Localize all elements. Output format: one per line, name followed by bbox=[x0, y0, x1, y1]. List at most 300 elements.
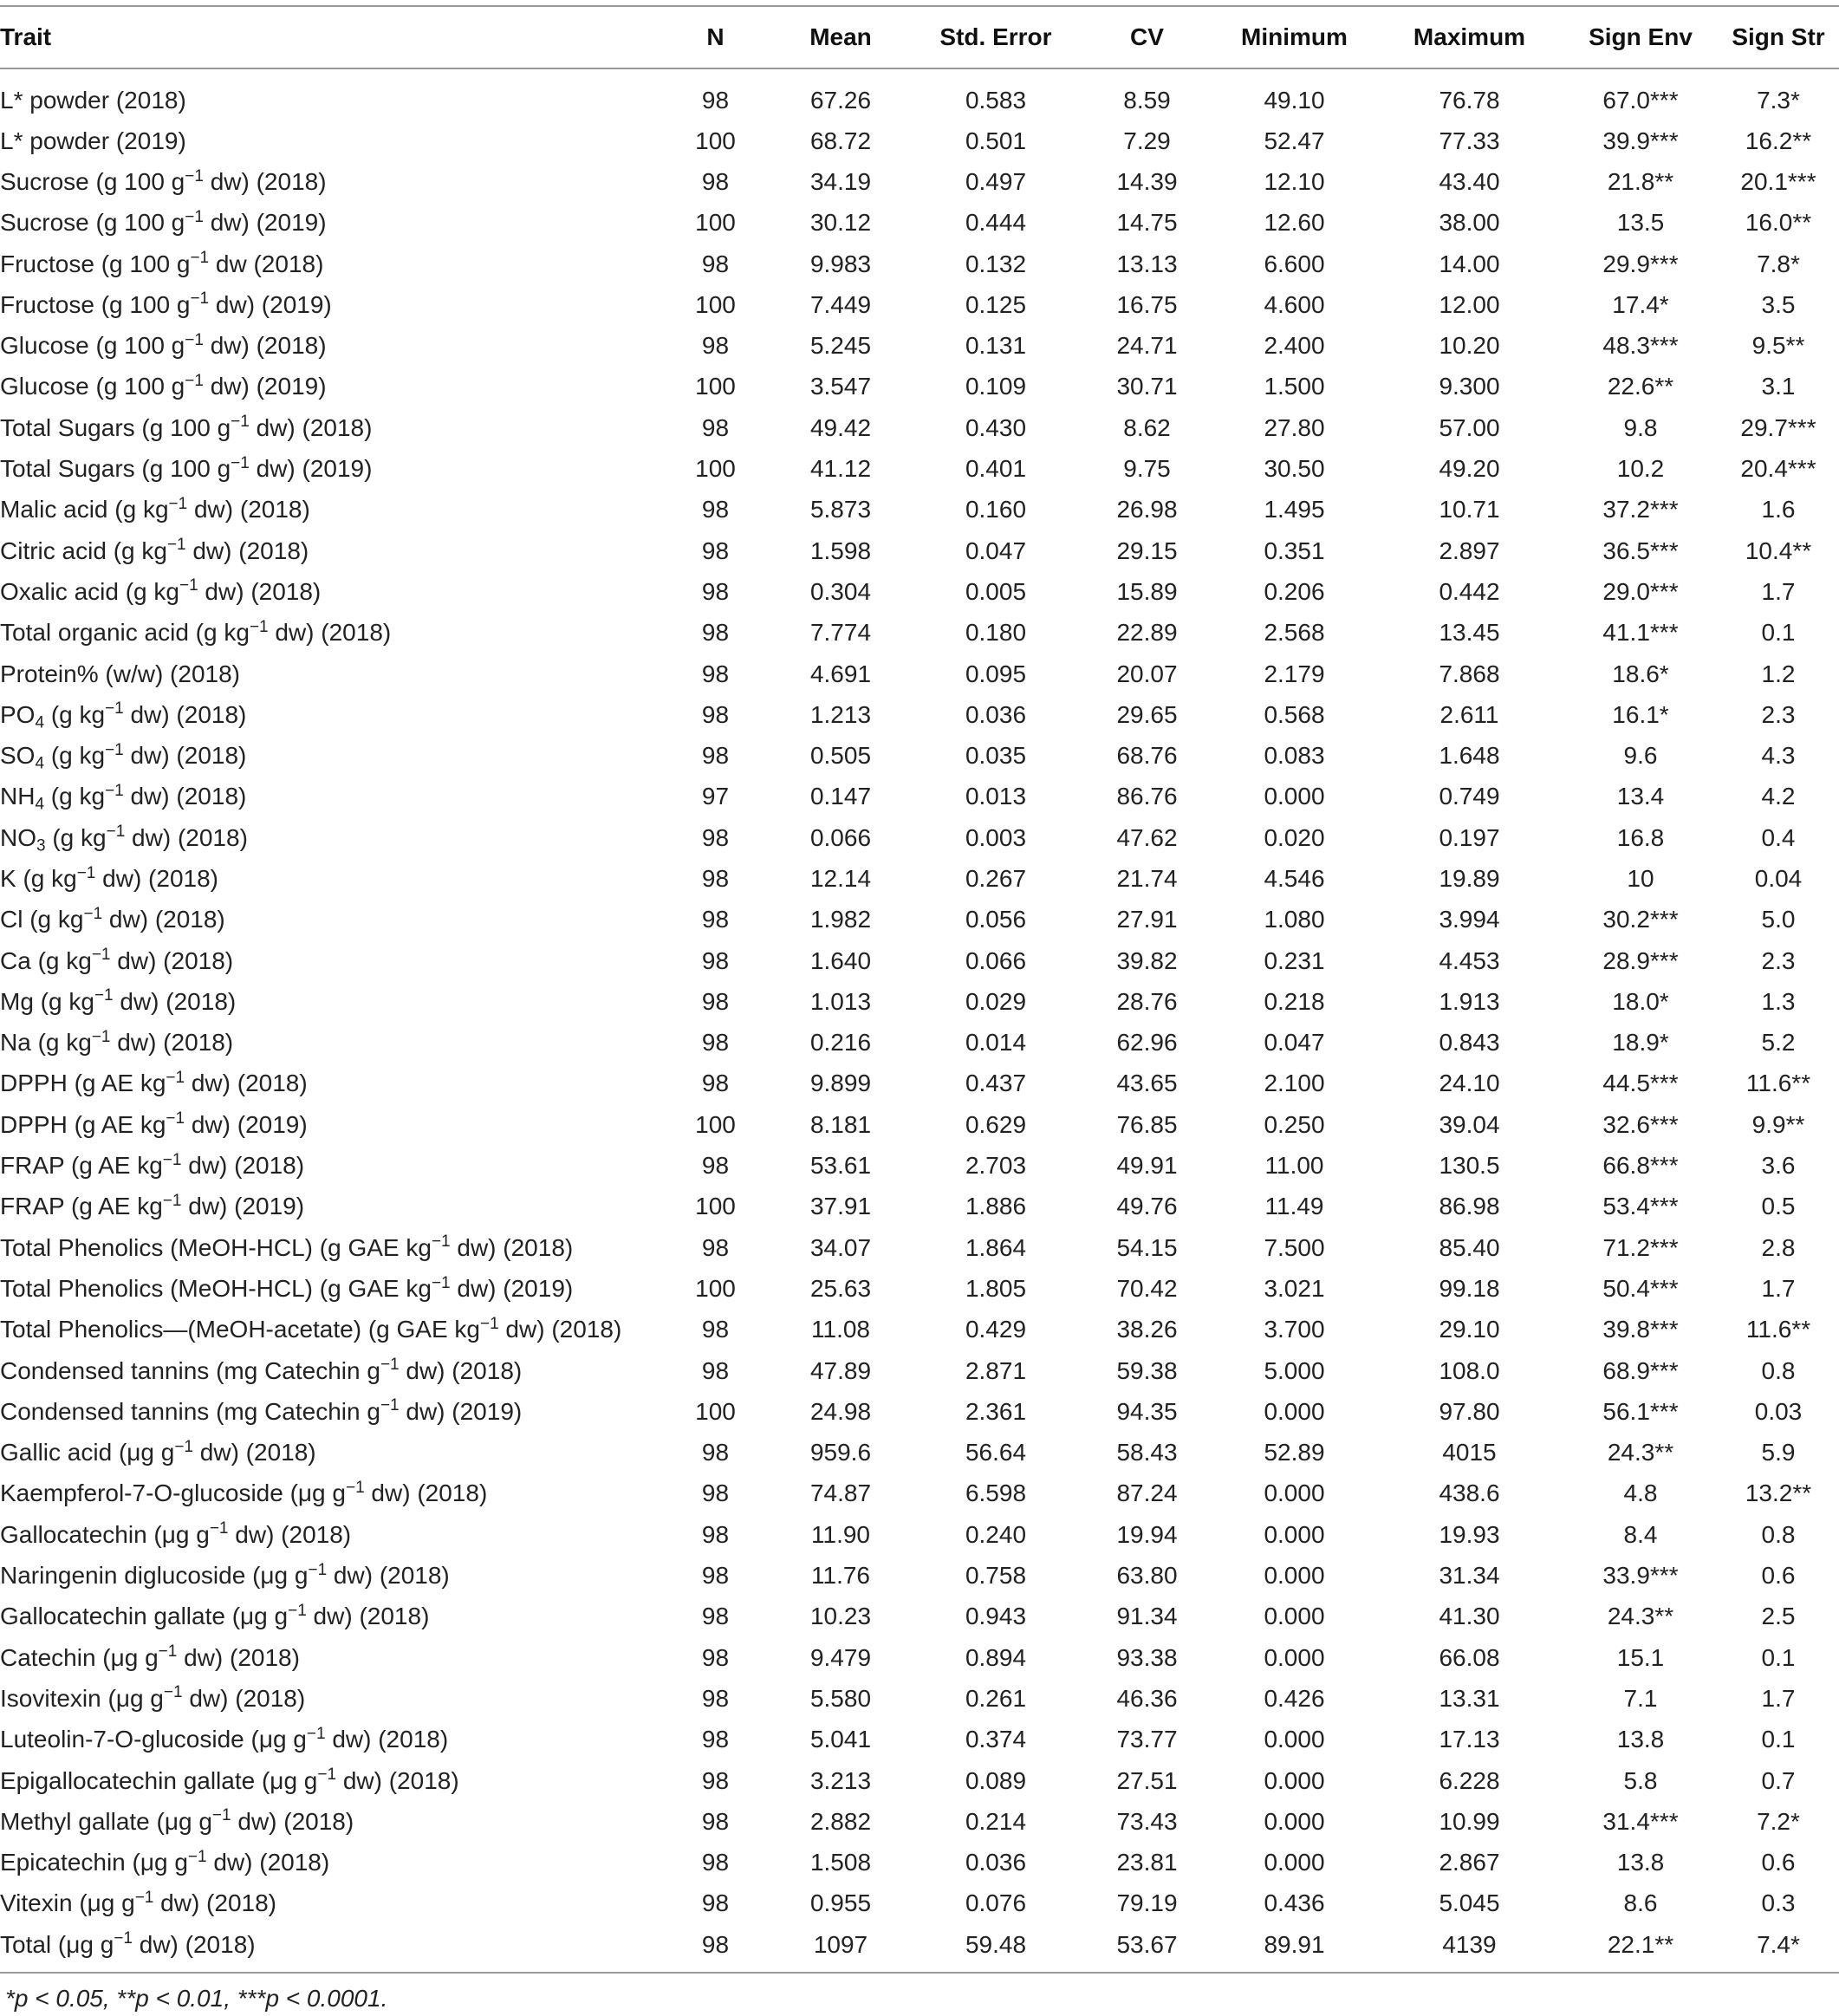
cell-n: 100 bbox=[695, 127, 736, 154]
cell-sign-env: 21.8** bbox=[1607, 167, 1674, 195]
cell-maximum: 19.89 bbox=[1439, 864, 1500, 892]
cell-cv: 22.89 bbox=[1116, 619, 1178, 647]
cell-cv: 46.36 bbox=[1116, 1684, 1178, 1712]
cell-trait: L* powder (2018) bbox=[0, 86, 186, 114]
cell-trait: Condensed tannins (mg Catechin $g^{-1}$ dw) (2018) bbox=[0, 1356, 523, 1384]
cell-maximum: 57.00 bbox=[1439, 413, 1500, 441]
superscript: −1 bbox=[83, 904, 103, 923]
table-row bbox=[0, 203, 1839, 244]
cell-n: 98 bbox=[701, 537, 730, 564]
cell-cv: 59.38 bbox=[1116, 1356, 1178, 1384]
cell-n: 100 bbox=[695, 455, 736, 483]
cell-cv: 49.91 bbox=[1116, 1152, 1178, 1180]
cell-sign-env: 8.6 bbox=[1623, 1889, 1658, 1917]
cell-maximum: 0.749 bbox=[1439, 783, 1500, 810]
cell-minimum: 52.47 bbox=[1264, 127, 1325, 154]
cell-sign-str: 16.2** bbox=[1745, 127, 1812, 154]
cell-maximum: 2.867 bbox=[1439, 1849, 1500, 1876]
cell-mean: 1.213 bbox=[809, 700, 872, 728]
cell-mean: 1.982 bbox=[809, 906, 872, 933]
superscript: −1 bbox=[91, 946, 111, 965]
cell-cv: 39.82 bbox=[1116, 946, 1178, 974]
table-row bbox=[0, 940, 1839, 981]
cell-sign-env: 22.1** bbox=[1563, 1924, 1718, 1973]
cell-sign-str: 29.7*** bbox=[1740, 413, 1816, 441]
cell-trait: K (g $kg^{-1}$ dw) (2018) bbox=[0, 863, 218, 892]
cell-minimum: 0.020 bbox=[1264, 823, 1325, 851]
cell-maximum: 99.18 bbox=[1439, 1274, 1500, 1302]
cell-mean: 37.91 bbox=[809, 1193, 872, 1220]
cell-cv: 29.15 bbox=[1116, 537, 1178, 564]
cell-mean: 9.479 bbox=[809, 1643, 872, 1671]
cell-mean: 34.07 bbox=[809, 1233, 872, 1261]
cell-trait: $NH_4$ (g $kg^{-1}$ dw) (2018) bbox=[0, 781, 247, 815]
cell-minimum: 0.231 bbox=[1264, 946, 1325, 974]
cell-sign-str: 16.0** bbox=[1745, 209, 1812, 237]
cell-sign-env: 13.8 bbox=[1616, 1726, 1665, 1753]
cell-sign-str: 2.3 bbox=[1761, 700, 1796, 728]
cell-n: 98 bbox=[701, 496, 730, 524]
cell-n: 98 bbox=[701, 946, 730, 974]
cell-std-error: 0.497 bbox=[965, 167, 1027, 195]
cell-std-error: 0.132 bbox=[965, 250, 1027, 277]
cell-minimum: 0.000 bbox=[1264, 1849, 1325, 1876]
cell-sign-env: 8.4 bbox=[1623, 1520, 1658, 1548]
cell-sign-env: 53.4*** bbox=[1602, 1193, 1679, 1220]
cell-cv: 8.59 bbox=[1123, 86, 1171, 114]
table-row bbox=[0, 858, 1839, 899]
table-row bbox=[0, 161, 1839, 202]
table-row bbox=[0, 1310, 1839, 1350]
superscript: −1 bbox=[76, 863, 96, 882]
cell-minimum: 2.400 bbox=[1264, 332, 1325, 360]
column-header-minimum: Minimum bbox=[1213, 6, 1375, 68]
table-row bbox=[0, 1145, 1839, 1186]
cell-trait: Sucrose (g 100 $g^{-1}$ dw) (2018) bbox=[0, 166, 327, 195]
cell-cv: 38.26 bbox=[1116, 1316, 1178, 1343]
cell-mean: 7.449 bbox=[809, 290, 872, 318]
cell-std-error: 0.430 bbox=[965, 413, 1027, 441]
cell-mean: 2.882 bbox=[809, 1807, 872, 1835]
cell-trait: Fructose (g 100 $g^{-1}$ dw (2018) bbox=[0, 249, 324, 277]
cell-sign-env: 13.8 bbox=[1616, 1849, 1665, 1876]
cell-trait: Sucrose (g 100 $g^{-1}$ dw) (2019) bbox=[0, 207, 327, 237]
cell-maximum: 14.00 bbox=[1439, 250, 1500, 277]
cell-mean: 30.12 bbox=[809, 209, 872, 237]
cell-cv: 86.76 bbox=[1116, 783, 1178, 810]
cell-mean: 11.76 bbox=[811, 1562, 870, 1590]
cell-cv: 70.42 bbox=[1116, 1274, 1178, 1302]
cell-trait: Epicatechin (μg $g^{-1}$ dw) (2018) bbox=[0, 1847, 330, 1876]
cell-maximum: 97.80 bbox=[1439, 1397, 1500, 1425]
cell-cv: 58.43 bbox=[1116, 1439, 1178, 1466]
cell-minimum: 12.60 bbox=[1264, 209, 1325, 237]
cell-sign-str: 0.04 bbox=[1754, 864, 1803, 892]
cell-n: 100 bbox=[695, 209, 736, 237]
cell-std-error: 1.886 bbox=[965, 1193, 1027, 1220]
table-row bbox=[0, 1023, 1839, 1063]
column-header-std-error: Std. Error bbox=[911, 6, 1081, 68]
cell-minimum: 4.546 bbox=[1264, 864, 1325, 892]
cell-maximum: 85.40 bbox=[1439, 1233, 1500, 1261]
cell-n: 98 bbox=[701, 1643, 730, 1671]
cell-sign-str: 5.9 bbox=[1761, 1439, 1796, 1466]
cell-sign-str: 20.1*** bbox=[1740, 167, 1816, 195]
cell-trait: Glucose (g 100 $g^{-1}$ dw) (2018) bbox=[0, 330, 327, 360]
cell-mean: 5.873 bbox=[809, 496, 872, 524]
cell-trait: FRAP (g AE $kg^{-1}$ dw) (2018) bbox=[0, 1150, 305, 1180]
superscript: −1 bbox=[187, 1847, 207, 1866]
cell-n: 100 bbox=[695, 290, 736, 318]
cell-n: 98 bbox=[701, 1439, 730, 1466]
cell-trait: Fructose (g 100 $g^{-1}$ dw) (2019) bbox=[0, 289, 332, 318]
cell-minimum: 11.00 bbox=[1264, 1152, 1324, 1180]
cell-std-error: 0.003 bbox=[965, 823, 1027, 851]
cell-sign-str: 0.7 bbox=[1761, 1766, 1796, 1794]
cell-maximum: 4139 bbox=[1375, 1924, 1563, 1973]
cell-maximum: 43.40 bbox=[1439, 167, 1500, 195]
cell-mean: 1.013 bbox=[809, 987, 872, 1015]
table-row bbox=[0, 1227, 1839, 1268]
cell-minimum: 30.50 bbox=[1264, 455, 1325, 483]
cell-maximum: 1.913 bbox=[1439, 987, 1500, 1015]
table-footnote: *p < 0.05, **p < 0.01, ***p < 0.0001. bbox=[5, 1985, 388, 2012]
cell-std-error: 0.501 bbox=[965, 127, 1027, 154]
cell-minimum: 0.000 bbox=[1264, 783, 1325, 810]
table-row bbox=[0, 68, 1839, 120]
cell-minimum: 1.080 bbox=[1264, 906, 1325, 933]
cell-minimum: 6.600 bbox=[1264, 250, 1325, 277]
cell-n: 98 bbox=[701, 1889, 730, 1917]
cell-maximum: 1.648 bbox=[1439, 742, 1500, 770]
cell-cv: 13.13 bbox=[1116, 250, 1178, 277]
cell-maximum: 10.99 bbox=[1439, 1807, 1500, 1835]
cell-n: 100 bbox=[695, 1193, 736, 1220]
cell-minimum: 49.10 bbox=[1264, 86, 1325, 114]
cell-trait: Total Sugars (g 100 $g^{-1}$ dw) (2019) bbox=[0, 453, 373, 483]
table-row bbox=[0, 1063, 1839, 1104]
cell-cv: 30.71 bbox=[1116, 373, 1178, 400]
cell-std-error: 0.109 bbox=[965, 373, 1027, 400]
cell-trait: Malic acid (g $kg^{-1}$ dw) (2018) bbox=[0, 494, 310, 524]
cell-std-error: 0.056 bbox=[965, 906, 1027, 933]
cell-minimum: 5.000 bbox=[1264, 1356, 1325, 1384]
cell-std-error: 0.095 bbox=[965, 660, 1027, 687]
subscript: 4 bbox=[35, 713, 45, 732]
cell-maximum: 29.10 bbox=[1439, 1316, 1500, 1343]
cell-cv: 8.62 bbox=[1123, 413, 1171, 441]
column-header-mean: Mean bbox=[770, 6, 911, 68]
cell-mean: 5.245 bbox=[809, 332, 872, 360]
cell-n: 100 bbox=[695, 1397, 736, 1425]
superscript: −1 bbox=[162, 1150, 182, 1169]
cell-minimum: 0.000 bbox=[1264, 1520, 1325, 1548]
cell-std-error: 0.267 bbox=[965, 864, 1027, 892]
cell-sign-env: 36.5*** bbox=[1602, 537, 1679, 564]
column-header-maximum: Maximum bbox=[1375, 6, 1563, 68]
cell-cv: 28.76 bbox=[1116, 987, 1178, 1015]
subscript: 4 bbox=[35, 796, 45, 815]
cell-mean: 1097 bbox=[770, 1924, 911, 1973]
cell-n: 98 bbox=[701, 864, 730, 892]
cell-trait: L* powder (2019) bbox=[0, 127, 186, 154]
cell-cv: 19.94 bbox=[1116, 1520, 1178, 1548]
superscript: −1 bbox=[479, 1314, 499, 1333]
cell-sign-env: 18.9* bbox=[1612, 1029, 1669, 1057]
superscript: −1 bbox=[134, 1888, 154, 1907]
cell-trait: Total Phenolics—(MeOH-acetate) (g GAE $kg^{-1}$ dw) (2018) bbox=[0, 1314, 622, 1343]
cell-mean: 8.181 bbox=[809, 1110, 872, 1138]
cell-n: 98 bbox=[701, 987, 730, 1015]
cell-maximum: 9.300 bbox=[1439, 373, 1500, 400]
cell-std-error: 0.029 bbox=[965, 987, 1027, 1015]
cell-minimum: 1.495 bbox=[1264, 496, 1325, 524]
cell-sign-env: 39.9*** bbox=[1602, 127, 1679, 154]
cell-mean: 4.691 bbox=[809, 660, 872, 687]
cell-maximum: 38.00 bbox=[1439, 209, 1500, 237]
cell-maximum: 438.6 bbox=[1439, 1479, 1500, 1507]
cell-std-error: 0.131 bbox=[965, 332, 1027, 360]
cell-sign-str: 1.7 bbox=[1761, 1684, 1796, 1712]
table-row bbox=[0, 530, 1839, 571]
cell-std-error: 0.261 bbox=[965, 1684, 1027, 1712]
column-header-sign-env: Sign Env bbox=[1563, 6, 1718, 68]
cell-cv: 29.65 bbox=[1116, 700, 1178, 728]
table-row bbox=[0, 1720, 1839, 1760]
cell-cv: 91.34 bbox=[1116, 1603, 1178, 1630]
cell-n: 98 bbox=[701, 1726, 730, 1753]
cell-sign-env: 48.3*** bbox=[1602, 332, 1679, 360]
superscript: −1 bbox=[162, 1191, 182, 1210]
cell-sign-env: 31.4*** bbox=[1602, 1807, 1679, 1835]
cell-n: 98 bbox=[701, 1849, 730, 1876]
cell-n: 100 bbox=[695, 1110, 736, 1138]
superscript: −1 bbox=[317, 1766, 337, 1785]
cell-maximum: 10.20 bbox=[1439, 332, 1500, 360]
cell-std-error: 0.076 bbox=[965, 1889, 1027, 1917]
table-row bbox=[0, 1801, 1839, 1842]
cell-minimum: 0.250 bbox=[1264, 1110, 1325, 1138]
table-row bbox=[0, 981, 1839, 1022]
table-row bbox=[0, 490, 1839, 530]
superscript: −1 bbox=[249, 617, 269, 636]
cell-sign-env: 24.3** bbox=[1607, 1603, 1674, 1630]
cell-sign-env: 5.8 bbox=[1623, 1766, 1658, 1794]
cell-std-error: 0.066 bbox=[965, 946, 1027, 974]
cell-sign-str: 9.9** bbox=[1751, 1110, 1805, 1138]
cell-maximum: 108.0 bbox=[1439, 1356, 1500, 1384]
cell-sign-env: 28.9*** bbox=[1602, 946, 1679, 974]
cell-n: 98 bbox=[701, 1766, 730, 1794]
table-row bbox=[0, 613, 1839, 654]
cell-maximum: 0.442 bbox=[1439, 577, 1500, 605]
cell-trait: Luteolin-7-O-glucoside (μg $g^{-1}$ dw) (2018) bbox=[0, 1724, 449, 1753]
cell-sign-str: 1.7 bbox=[1761, 577, 1796, 605]
cell-trait: Isovitexin (μg $g^{-1}$ dw) (2018) bbox=[0, 1683, 306, 1712]
cell-minimum: 0.000 bbox=[1264, 1643, 1325, 1671]
cell-sign-env: 10.2 bbox=[1616, 455, 1665, 483]
cell-mean: 0.304 bbox=[809, 577, 872, 605]
cell-n: 98 bbox=[701, 1233, 730, 1261]
cell-std-error: 56.64 bbox=[965, 1439, 1027, 1466]
cell-minimum: 0.000 bbox=[1264, 1766, 1325, 1794]
cell-mean: 34.19 bbox=[809, 167, 872, 195]
cell-maximum: 24.10 bbox=[1439, 1070, 1500, 1097]
table-row bbox=[0, 654, 1839, 694]
cell-std-error: 0.240 bbox=[965, 1520, 1027, 1548]
cell-n: 98 bbox=[701, 700, 730, 728]
superscript: −1 bbox=[308, 1560, 328, 1579]
cell-cv: 76.85 bbox=[1116, 1110, 1178, 1138]
cell-sign-str: 4.3 bbox=[1761, 742, 1796, 770]
superscript: −1 bbox=[166, 1109, 185, 1128]
cell-cv: 87.24 bbox=[1116, 1479, 1178, 1507]
cell-minimum: 89.91 bbox=[1213, 1924, 1375, 1973]
cell-trait: Catechin (μg $g^{-1}$ dw) (2018) bbox=[0, 1642, 300, 1671]
superscript: −1 bbox=[431, 1273, 451, 1292]
table-row bbox=[0, 120, 1839, 161]
cell-mean: 9.899 bbox=[809, 1070, 872, 1097]
cell-sign-str: 0.8 bbox=[1761, 1520, 1796, 1548]
cell-trait: Total (μg $g^{-1}$ dw) (2018) bbox=[0, 1924, 660, 1973]
cell-n: 98 bbox=[701, 1070, 730, 1097]
cell-cv: 20.07 bbox=[1116, 660, 1178, 687]
cell-minimum: 0.568 bbox=[1264, 700, 1325, 728]
cell-sign-env: 18.6* bbox=[1612, 660, 1669, 687]
cell-maximum: 76.78 bbox=[1439, 86, 1500, 114]
superscript: −1 bbox=[174, 1437, 193, 1456]
cell-sign-env: 18.0* bbox=[1612, 987, 1669, 1015]
superscript: −1 bbox=[166, 1069, 185, 1088]
table-row bbox=[0, 325, 1839, 366]
cell-n: 98 bbox=[701, 823, 730, 851]
cell-sign-env: 71.2*** bbox=[1602, 1233, 1679, 1261]
superscript: −1 bbox=[231, 453, 250, 472]
cell-sign-env: 22.6** bbox=[1607, 373, 1674, 400]
cell-n: 98 bbox=[701, 906, 730, 933]
cell-std-error: 2.703 bbox=[965, 1152, 1027, 1180]
cell-std-error: 0.214 bbox=[965, 1807, 1027, 1835]
superscript: −1 bbox=[288, 1601, 307, 1620]
cell-std-error: 0.437 bbox=[965, 1070, 1027, 1097]
cell-cv: 63.80 bbox=[1116, 1562, 1178, 1590]
cell-n: 98 bbox=[701, 742, 730, 770]
cell-mean: 0.147 bbox=[809, 783, 872, 810]
cell-maximum: 77.33 bbox=[1439, 127, 1500, 154]
cell-trait: $NO_3$ (g $kg^{-1}$ dw) (2018) bbox=[0, 823, 248, 855]
cell-cv: 21.74 bbox=[1116, 864, 1178, 892]
cell-n: 98 bbox=[701, 660, 730, 687]
cell-n: 98 bbox=[701, 1807, 730, 1835]
cell-mean: 9.983 bbox=[809, 250, 872, 277]
table-row bbox=[0, 1678, 1839, 1719]
cell-sign-str: 0.03 bbox=[1754, 1397, 1803, 1425]
cell-mean: 68.72 bbox=[809, 127, 872, 154]
cell-sign-env: 10 bbox=[1627, 864, 1654, 892]
table-row bbox=[0, 367, 1839, 407]
table-row bbox=[0, 817, 1839, 858]
cell-sign-env: 66.8*** bbox=[1602, 1152, 1679, 1180]
cell-trait: Gallocatechin gallate (μg $g^{-1}$ dw) (2018) bbox=[0, 1601, 430, 1630]
cell-minimum: 0.000 bbox=[1264, 1603, 1325, 1630]
cell-trait: Na (g $kg^{-1}$ dw) (2018) bbox=[0, 1027, 234, 1057]
cell-trait: Methyl gallate (μg $g^{-1}$ dw) (2018) bbox=[0, 1806, 354, 1835]
cell-sign-env: 9.8 bbox=[1623, 413, 1658, 441]
cell-maximum: 4015 bbox=[1442, 1439, 1497, 1466]
cell-sign-str: 20.4*** bbox=[1740, 455, 1816, 483]
cell-trait: FRAP (g AE $kg^{-1}$ dw) (2019) bbox=[0, 1191, 305, 1220]
cell-trait: Total organic acid (g $kg^{-1}$ dw) (2018) bbox=[0, 617, 392, 647]
cell-mean: 10.23 bbox=[809, 1603, 872, 1630]
cell-cv: 27.51 bbox=[1116, 1766, 1178, 1794]
cell-trait: Total Phenolics (MeOH-HCL) (g GAE $kg^{-1}$ dw) (2019) bbox=[0, 1273, 574, 1302]
cell-n: 98 bbox=[701, 332, 730, 360]
cell-minimum: 2.179 bbox=[1264, 660, 1325, 687]
table-row bbox=[0, 1597, 1839, 1637]
cell-mean: 74.87 bbox=[809, 1479, 872, 1507]
cell-sign-str: 0.6 bbox=[1761, 1562, 1796, 1590]
cell-mean: 49.42 bbox=[809, 413, 872, 441]
cell-sign-env: 56.1*** bbox=[1602, 1397, 1679, 1425]
column-header-sign-str: Sign Str bbox=[1718, 6, 1839, 68]
cell-maximum: 0.843 bbox=[1439, 1029, 1500, 1057]
cell-sign-str: 11.6** bbox=[1745, 1070, 1811, 1097]
cell-sign-env: 4.8 bbox=[1623, 1479, 1658, 1507]
cell-mean: 47.89 bbox=[809, 1356, 872, 1384]
table-row bbox=[0, 1637, 1839, 1678]
superscript: −1 bbox=[105, 699, 124, 719]
cell-maximum: 2.611 bbox=[1439, 700, 1499, 728]
cell-sign-env: 37.2*** bbox=[1602, 496, 1679, 524]
cell-minimum: 0.426 bbox=[1264, 1684, 1325, 1712]
cell-maximum: 66.08 bbox=[1439, 1643, 1500, 1671]
cell-sign-str: 1.2 bbox=[1761, 660, 1796, 687]
cell-maximum: 5.045 bbox=[1439, 1889, 1500, 1917]
cell-sign-str: 13.2** bbox=[1745, 1479, 1812, 1507]
cell-std-error: 0.047 bbox=[965, 537, 1027, 564]
cell-sign-str: 5.0 bbox=[1761, 906, 1796, 933]
superscript: −1 bbox=[185, 371, 204, 390]
cell-maximum: 3.994 bbox=[1439, 906, 1500, 933]
cell-std-error: 0.180 bbox=[965, 619, 1027, 647]
cell-trait: Gallic acid (μg $g^{-1}$ dw) (2018) bbox=[0, 1437, 316, 1466]
cell-minimum: 7.500 bbox=[1264, 1233, 1325, 1261]
cell-maximum: 2.897 bbox=[1439, 537, 1500, 564]
cell-trait: Vitexin (μg $g^{-1}$ dw) (2018) bbox=[0, 1888, 276, 1917]
cell-std-error: 0.125 bbox=[965, 290, 1027, 318]
cell-cv: 73.43 bbox=[1116, 1807, 1178, 1835]
cell-maximum: 10.71 bbox=[1439, 496, 1500, 524]
superscript: −1 bbox=[166, 536, 186, 555]
cell-sign-env: 33.9*** bbox=[1602, 1562, 1679, 1590]
table-row bbox=[0, 1555, 1839, 1596]
cell-std-error: 0.005 bbox=[965, 577, 1027, 605]
superscript: −1 bbox=[114, 1929, 133, 1948]
cell-minimum: 4.600 bbox=[1264, 290, 1325, 318]
cell-minimum: 3.700 bbox=[1264, 1316, 1325, 1343]
cell-trait: Ca (g $kg^{-1}$ dw) (2018) bbox=[0, 946, 234, 974]
table-row bbox=[0, 1473, 1839, 1514]
table-row bbox=[0, 1924, 1839, 1973]
cell-sign-str: 0.4 bbox=[1761, 823, 1796, 851]
cell-maximum: 4.453 bbox=[1439, 946, 1500, 974]
cell-minimum: 2.100 bbox=[1264, 1070, 1325, 1097]
cell-mean: 25.63 bbox=[809, 1274, 872, 1302]
cell-mean: 1.640 bbox=[809, 946, 872, 974]
cell-cv: 23.81 bbox=[1116, 1849, 1178, 1876]
cell-mean: 3.547 bbox=[809, 373, 872, 400]
cell-mean: 3.213 bbox=[809, 1766, 872, 1794]
